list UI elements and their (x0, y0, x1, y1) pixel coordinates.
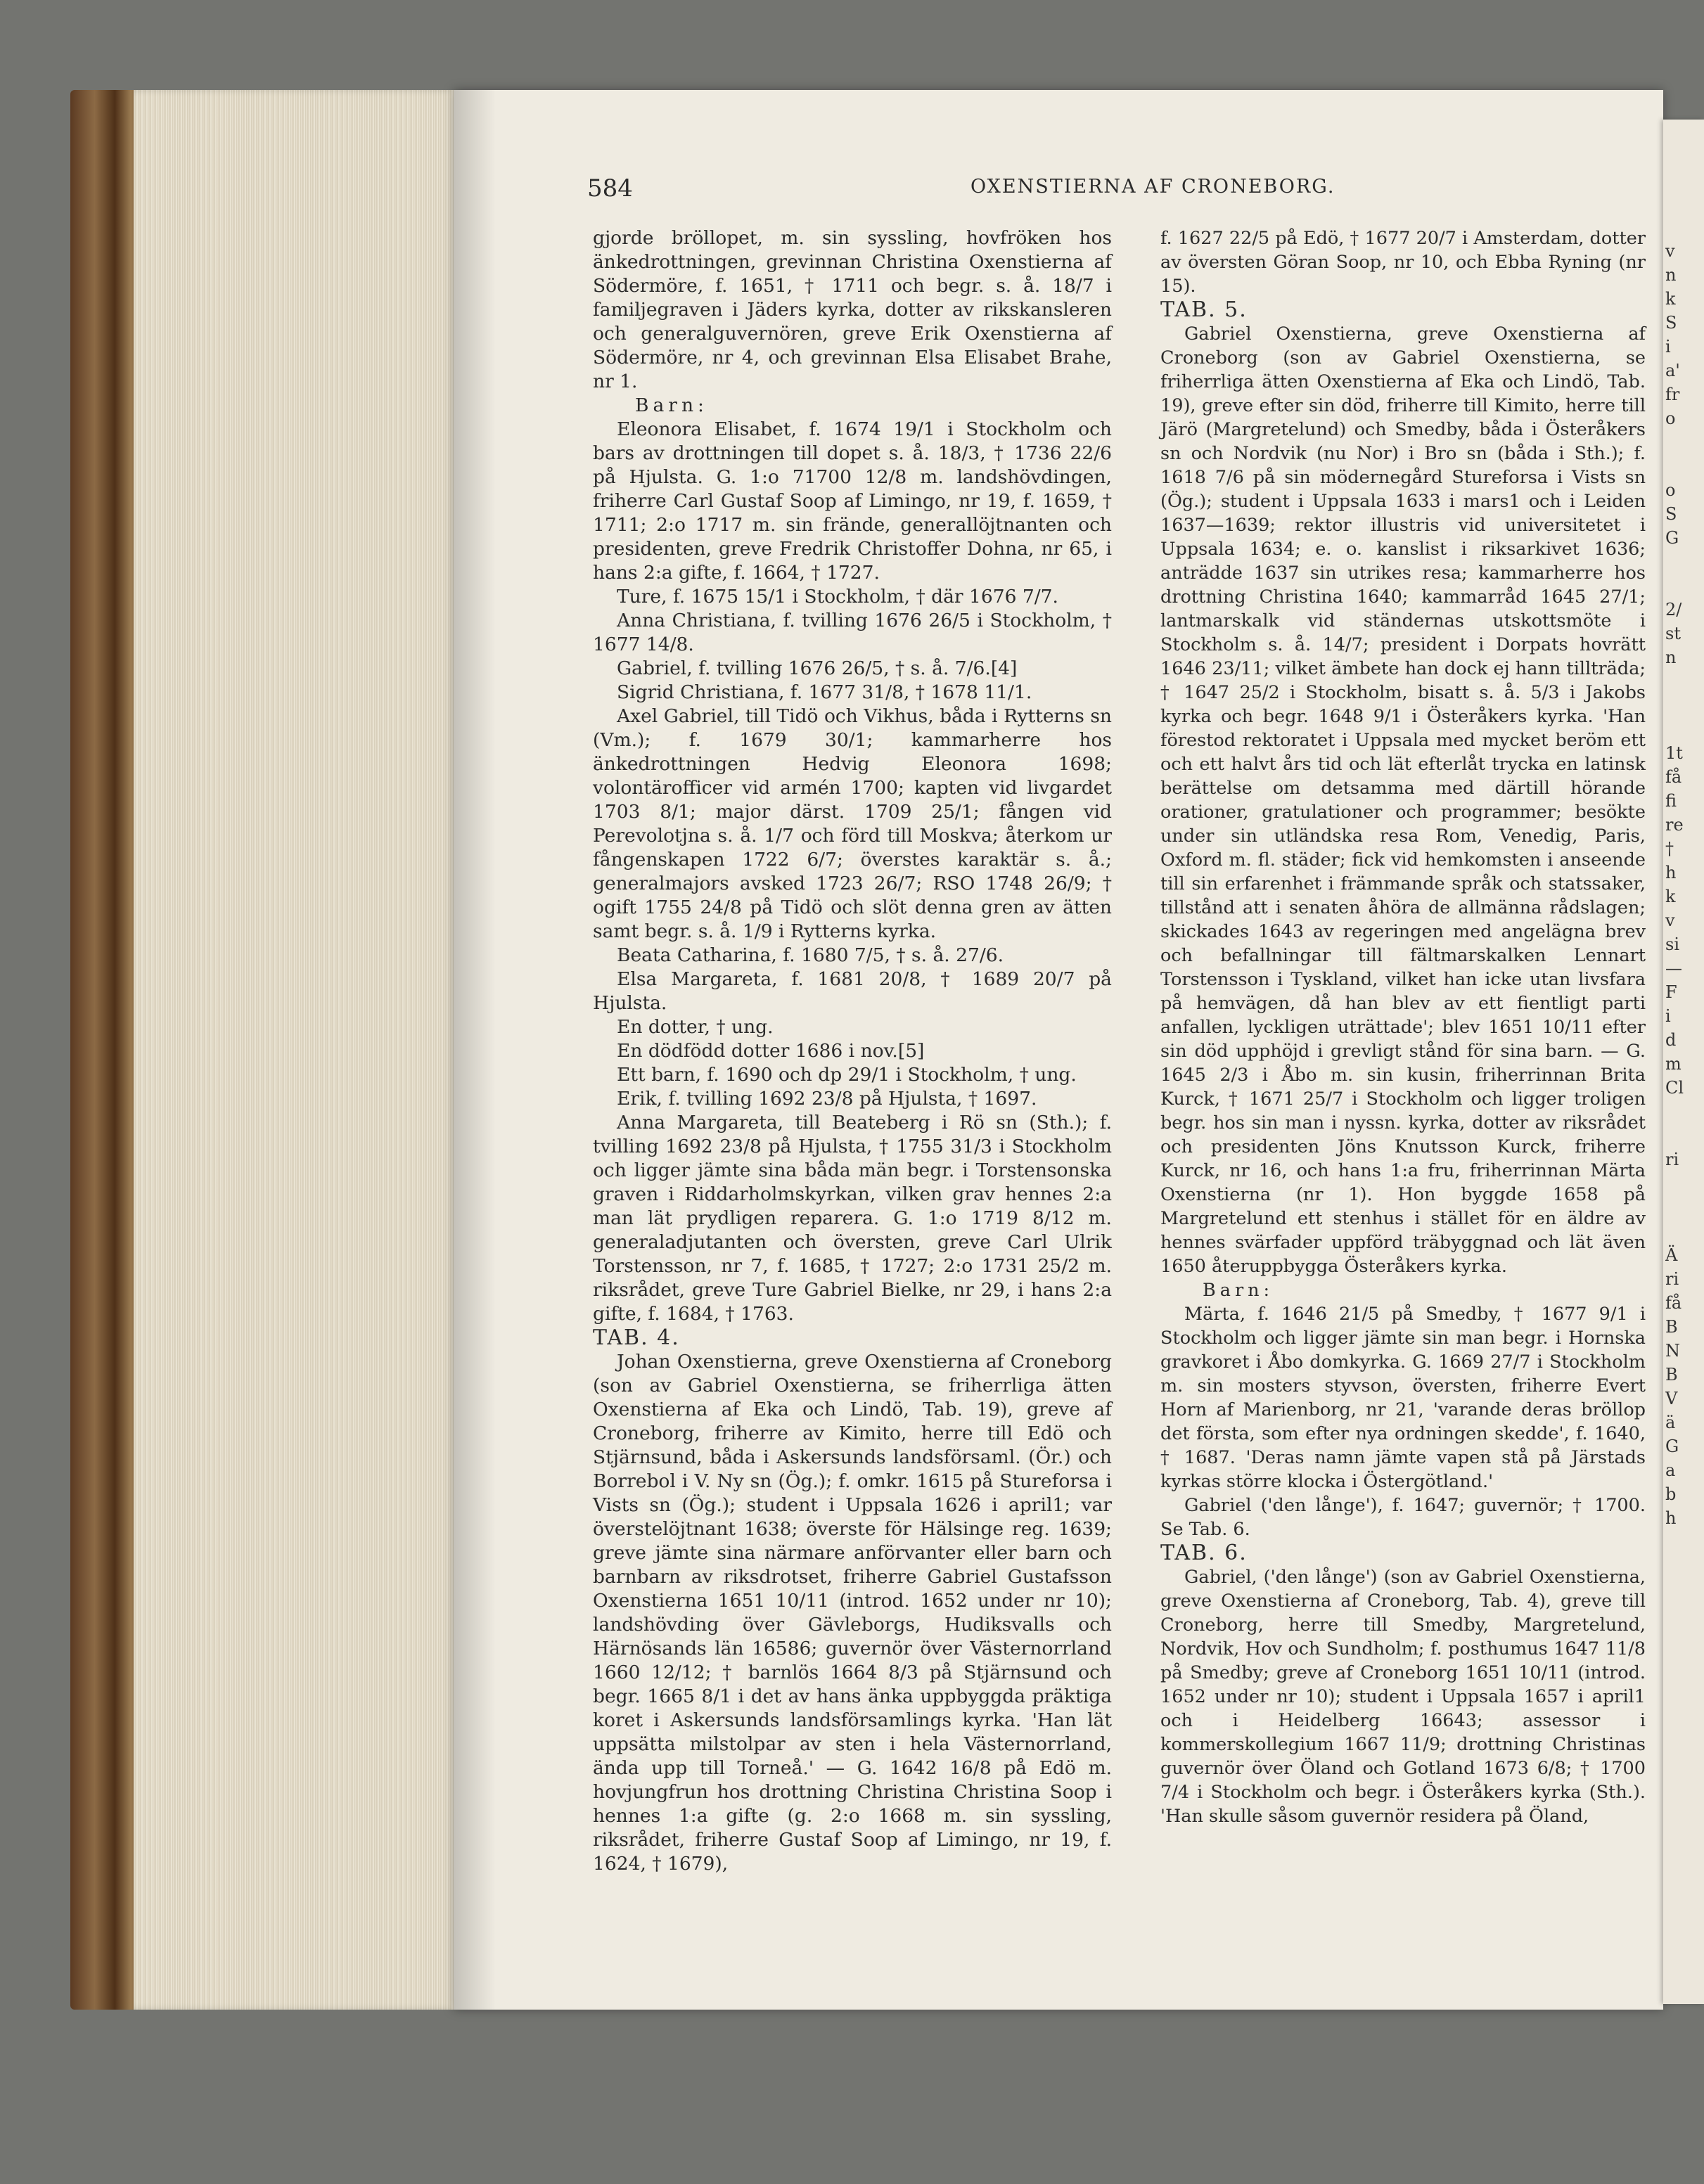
margin-fragment (1665, 454, 1704, 478)
margin-fragment: o (1665, 409, 1676, 428)
table-heading-5: TAB. 5. (1160, 297, 1248, 322)
margin-fragment: — (1665, 958, 1682, 978)
margin-fragment: n (1665, 265, 1677, 285)
entry: Beata Catharina, f. 1680 7/5, † s. å. 27/6. (617, 944, 1004, 966)
margin-fragment: få (1665, 767, 1682, 787)
margin-fragment: d (1665, 1030, 1677, 1050)
running-head: OXENSTIERNA AF CRONEBORG. (970, 176, 1335, 198)
entry: Sigrid Christiana, f. 1677 31/8, † 1678 11/1. (617, 681, 1032, 703)
margin-fragment (1665, 669, 1704, 693)
margin-fragment (1665, 1195, 1704, 1219)
margin-fragment: h (1665, 863, 1677, 882)
entry: Anna Christiana, f. tvilling 1676 26/5 i Stockholm, † 1677 14/8. (593, 610, 1112, 655)
entry: Ett barn, f. 1690 och dp 29/1 i Stockholm, † ung. (617, 1064, 1077, 1086)
table-heading-6: TAB. 6. (1160, 1541, 1248, 1565)
margin-fragment (1665, 574, 1704, 598)
section-label-barn: Barn: (635, 394, 708, 416)
entry: Ture, f. 1675 15/1 i Stockholm, † där 1676 7/7. (617, 586, 1058, 608)
margin-fragment: Cl (1665, 1078, 1684, 1098)
table-heading-4: TAB. 4. (593, 1325, 680, 1350)
entry: Anna Margareta, till Beateberg i Rö sn (Sth.); f. tvilling 1692 23/8 på Hjulsta, † 1755 31/3 i Stockholm och ligger jämte sina båda män begr. i Torstensonska graven i Riddarholmskyrkan, vilken grav hennes 2:a man lät prydligen reparera. G. 1:o 1719 8/12 m. generaladjutanten och översten, greve Carl Ulrik Torstensson, nr 7, f. 1685, † 1727; 2:o 1731 25/2 m. riksrådet, greve Ture Gabriel Bielke, nr 29, i hans 2:a gifte, f. 1684, † 1763. (593, 1112, 1112, 1325)
margin-fragment: si (1665, 934, 1679, 954)
margin-fragment: o (1665, 480, 1676, 500)
margin-fragment: i (1665, 337, 1671, 356)
entry: Gabriel, f. tvilling 1676 26/5, † s. å. 7/6.[4] (617, 657, 1018, 679)
margin-fragment: S (1665, 504, 1677, 524)
page-number: 584 (587, 174, 633, 203)
entry: En dödfödd dotter 1686 i nov.[5] (617, 1040, 925, 1062)
entry: Elsa Margareta, f. 1681 20/8, † 1689 20/7 på Hjulsta. (593, 968, 1112, 1014)
paragraph: f. 1627 22/5 på Edö, † 1677 20/7 i Amsterdam, dotter av översten Göran Soop, nr 10, och Ebba Ryning (nr 15). (1160, 228, 1646, 297)
margin-fragment: få (1665, 1293, 1682, 1313)
margin-fragment: v (1665, 911, 1675, 930)
margin-fragment: Ä (1665, 1245, 1678, 1265)
margin-fragment: m (1665, 1054, 1681, 1074)
margin-fragment: st (1665, 624, 1681, 643)
margin-fragment: ri (1665, 1150, 1679, 1169)
margin-fragment: a' (1665, 361, 1680, 380)
entry: Märta, f. 1646 21/5 på Smedby, † 1677 9/1 i Stockholm och ligger jämte sin man begr. i Hornska gravkoret i Åbo domkyrka. G. 1669 27/7 i Stockholm m. sin mosters styvson, översten, friherre Evert Horn af Marienborg, nr 21, 'varande deras bröllop det första, som efter nya ordningen skedde', f. 1640, † 1687. 'Deras namn jämte vapen stå på Järstads kyrkas större klocka i Östergötland.' (1160, 1304, 1646, 1492)
margin-fragment: i (1665, 1006, 1671, 1026)
entry: En dotter, † ung. (617, 1016, 774, 1038)
margin-fragment: fi (1665, 791, 1677, 811)
facing-page-margin-text (1665, 239, 1704, 1530)
margin-fragment (1665, 1124, 1704, 1148)
section-label-barn: Barn: (1203, 1280, 1274, 1301)
entry: Erik, f. tvilling 1692 23/8 på Hjulsta, † 1697. (617, 1088, 1037, 1110)
left-column (593, 226, 1112, 1876)
margin-fragment: re (1665, 815, 1684, 835)
margin-fragment (1665, 717, 1704, 741)
margin-fragment: † (1665, 839, 1674, 859)
margin-fragment: 1t (1665, 743, 1683, 763)
margin-fragment: a (1665, 1460, 1676, 1480)
margin-fragment: B (1665, 1317, 1678, 1337)
margin-fragment (1665, 1219, 1704, 1243)
margin-fragment: k (1665, 887, 1676, 906)
margin-fragment: fr (1665, 385, 1680, 404)
margin-fragment: S (1665, 313, 1677, 333)
margin-fragment: G (1665, 528, 1679, 548)
margin-fragment: N (1665, 1341, 1680, 1361)
paragraph: Gabriel, ('den långe') (son av Gabriel Oxenstierna, greve Oxenstierna af Croneborg, Tab. 4), greve till Croneborg, herre till Smedby, Margretelund, Nordvik, Hov och Sundholm; f. posthumus 1647 11/8 på Smedby; greve af Croneborg 1651 10/11 (introd. 1652 under nr 10); student i Uppsala 1657 i april1 och i Heidelberg 16643; assessor i kommerskollegium 1667 11/9; drottning Christinas guvernör över Öland och Gotland 1673 6/8; † 1700 7/4 i Stockholm och begr. i Österåkers kyrka (Sth.). 'Han skulle såsom guvernör residera på Öland, (1160, 1567, 1646, 1827)
margin-fragment (1665, 693, 1704, 717)
margin-fragment: G (1665, 1437, 1679, 1456)
margin-fragment (1665, 430, 1704, 454)
margin-fragment: h (1665, 1508, 1677, 1528)
page-header (587, 174, 1656, 205)
paragraph: Gabriel Oxenstierna, greve Oxenstierna af Croneborg (son av Gabriel Oxenstierna, se friherrliga ätten Oxenstierna af Eka och Lindö, Tab. 19), greve efter sin död, friherre till Kimito, herre till Järö (Margretelund) och Smedby, båda i Österåkers sn och Nordvik (nu Nor) i Bro sn (båda i Sth.); f. 1618 7/6 på sin mödernegård Stureforsa i Vists sn (Ög.); student i Uppsala 1633 i mars1 och i Leiden 1637—1639; rektor illustris vid universitetet i Uppsala 1634; e. o. kanslist i riksarkivet 1636; anträdde 1637 sin utrikes resa; kammarherre hos drottning Christina 1640; kammarråd 1645 27/1; lantmarskalk vid ständernas utskottsmöte i Stockholm s. å. 14/7; president i Dorpats hovrätt 1646 23/11; vilket ämbete han dock ej hann tillträda; † 1647 25/2 i Stockholm, bisatt s. å. 5/3 i Jakobs kyrka och begr. 1648 9/1 i Österåkers kyrka. 'Han förestod rektoratet i Uppsala med mycket beröm ett och ett halvt års tid och lät efterlåt trycka en latinsk berättelse om detsamma med därtill hörande orationer, gratulationer och programmer; besökte under sin utländska resa Rom, Venedig, Paris, Oxford m. fl. städer; fick vid hemkomsten i anseende till sin erfarenhet i främmande språk och statssaker, tillstånd att i senaten åhöra de allmänna rådslagen; skickades 1643 av regeringen med angelägna brev och befallningar till fältmarskalken Lennart Torstensson i Tyskland, vilket han icke utan livsfara på hemvägen, då han blev av ett fientligt parti anfallen, lyckligen uträttade'; blev 1651 10/11 efter sin död upphöjd i grevligt stånd för sina barn. — G. 1645 2/3 i Åbo m. sin kusin, friherrinnan Brita Kurck, † 1671 25/7 i Stockholm och ligger troligen begr. hos sin man i nyssn. kyrka, dotter av riksrådet och presidenten Jöns Knutsson Kurck, friherre Kurck, nr 16, och hans 1:a fru, friherrinnan Märta Oxenstierna (nr 1). Hon byggde 1658 på Margretelund ett stenhus i stället för en äldre av hennes svärfader uppförd träbyggnad och lät även 1650 återuppbygga Österåkers kyrka. (1160, 323, 1646, 1277)
page-edges (134, 90, 464, 2010)
entry: Eleonora Elisabet, f. 1674 19/1 i Stockholm och bars av drottningen till dopet s. å. 18/3, † 1736 22/6 på Hjulsta. G. 1:o 71700 12/8 m. landshövdingen, friherre Carl Gustaf Soop af Limingo, nr 19, f. 1659, † 1711; 2:o 1717 m. sin frände, generallöjtnanten och presidenten, greve Fredrik Christoffer Dohna, nr 65, i hans 2:a gifte, f. 1664, † 1727. (593, 418, 1112, 584)
page-gutter-shadow (454, 90, 496, 2010)
margin-fragment: v (1665, 241, 1675, 261)
paragraph: gjorde bröllopet, m. sin syssling, hovfröken hos änkedrottningen, grevinnan Christina Oxenstierna af Södermöre, f. 1651, † 1711 och begr. s. å. 18/7 i familjegraven i Jäders kyrka, dotter av rikskansleren och generalguvernören, greve Erik Oxenstierna af Södermöre, nr 4, och grevinnan Elsa Elisabet Brahe, nr 1. (593, 227, 1112, 392)
margin-fragment: B (1665, 1365, 1678, 1385)
margin-fragment (1665, 1100, 1704, 1124)
margin-fragment: V (1665, 1389, 1678, 1408)
margin-fragment: ä (1665, 1413, 1676, 1432)
margin-fragment: 2/ (1665, 600, 1682, 619)
margin-fragment: ri (1665, 1269, 1679, 1289)
entry: Gabriel ('den långe'), f. 1647; guvernör; † 1700. Se Tab. 6. (1160, 1495, 1646, 1540)
margin-fragment: k (1665, 289, 1676, 309)
entry: Axel Gabriel, till Tidö och Vikhus, båda i Rytterns sn (Vm.); f. 1679 30/1; kammarherre hos änkedrottningen Hedvig Eleonora 1698; volontärofficer vid armén 1700; kapten vid livgardet 1703 8/1; major därst. 1709 25/1; fången vid Perevolotjna s. å. 1/7 och förd till Moskva; återkom ur fångenskapen 1722 6/7; överstes karaktär s. å.; generalmajors avsked 1723 26/7; RSO 1748 26/9; † ogift 1755 24/8 på Tidö och slöt denna gren av ätten samt begr. s. å. 1/9 i Rytterns kyrka. (593, 705, 1112, 942)
margin-fragment (1665, 1171, 1704, 1195)
margin-fragment (1665, 550, 1704, 574)
margin-fragment: b (1665, 1484, 1677, 1504)
right-column (1160, 226, 1646, 1828)
margin-fragment: n (1665, 648, 1677, 667)
paragraph: Johan Oxenstierna, greve Oxenstierna af Croneborg (son av Gabriel Oxenstierna, se friherrliga ätten Oxenstierna af Eka och Lindö, Tab. 19), greve af Croneborg, friherre av Kimito, herre till Edö och Stjärnsund, båda i Askersunds landsförsaml. (Ör.) och Borrebol i V. Ny sn (Ög.); f. omkr. 1615 på Stureforsa i Vists sn (Ög.); student i Uppsala 1626 i april1; var överstelöjtnant 1638; överste för Hälsinge reg. 1639; greve jämte sina närmare anförvanter eller barn och barnbarn av riksdrotset, friherre Gabriel Gustafsson Oxenstierna 1651 10/11 (introd. 1652 under nr 10); landshövding över Gävleborgs, Hudiksvalls och Härnösands län 16586; guvernör över Västernorrland 1660 12/12; † barnlös 1664 8/3 på Stjärnsund och begr. 1665 8/1 i det av hans änka uppbyggda präktiga koret i Askersunds landsförsamlings kyrka. 'Han lät uppsätta milstolpar av sten i hela Västernorrland, ända upp till Torneå.' — G. 1642 16/8 på Edö m. hovjungfrun hos drottning Christina Christina Soop i hennes 1:a gifte (g. 2:o 1668 m. sin syssling, riksrådet, friherre Gustaf Soop af Limingo, nr 19, f. 1624, † 1679), (593, 1351, 1112, 1875)
margin-fragment: F (1665, 982, 1677, 1002)
